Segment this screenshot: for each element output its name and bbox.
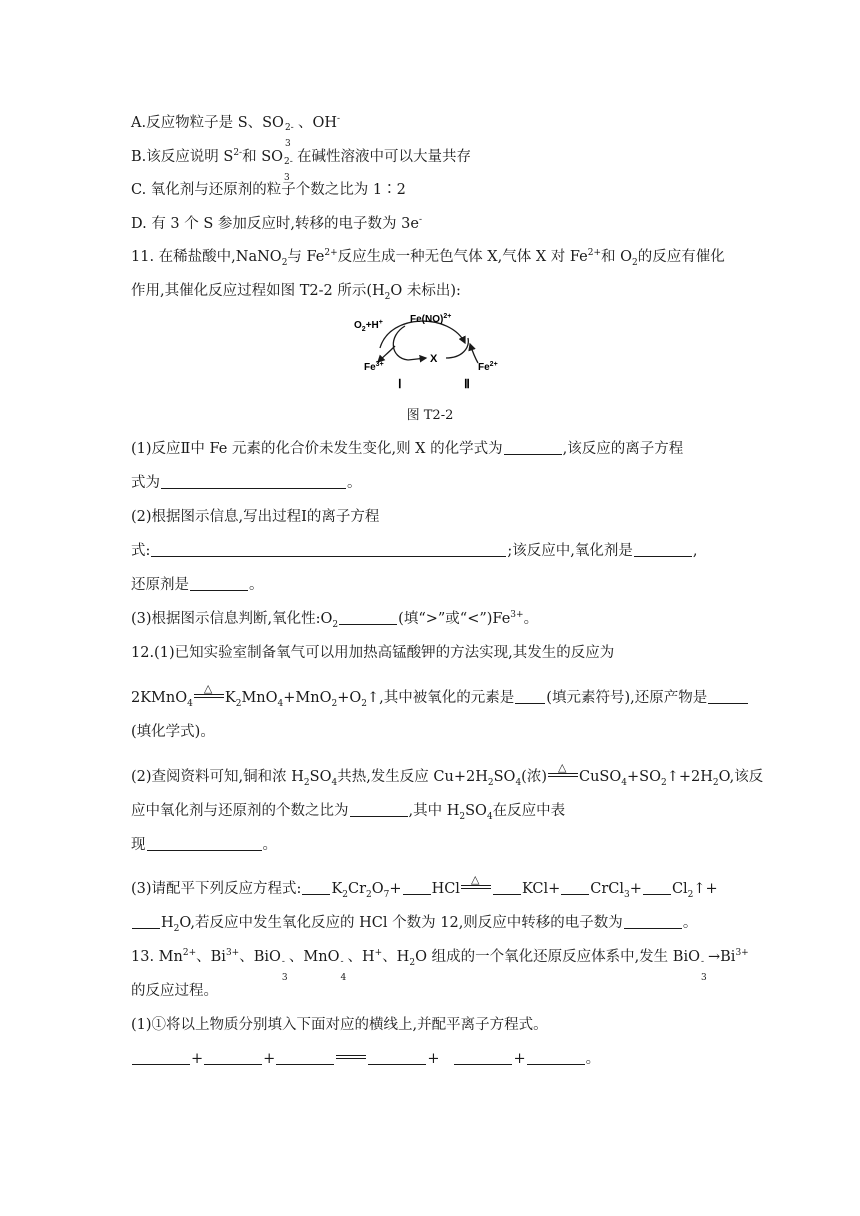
answer-blank[interactable]: [515, 689, 545, 704]
arrow-fe3: [378, 346, 395, 362]
answer-blank[interactable]: [302, 880, 330, 895]
q11-part-2-cont: 式: ;该反应中,氧化剂是 ,: [131, 543, 698, 559]
option-d: D. 有 3 个 S 参加反应时,转移的电子数为 3e-: [131, 215, 422, 232]
q12-line-1: 12.(1)已知实验室制备氧气可以用加热高锰酸钾的方法实现,其发生的反应为: [131, 645, 615, 661]
arrow-to-x: [408, 358, 426, 360]
answer-blank[interactable]: [190, 576, 248, 591]
q13-line-2: 的反应过程。: [131, 983, 218, 999]
label-process-1: Ⅰ: [398, 377, 402, 391]
q12-part-2-end: 现 。: [131, 837, 277, 853]
q12-part-3-cont: $H_2O$,若反应中发生氧化反应的 HCl 个数为 12,则反应中转移的电子数为 。: [131, 913, 697, 933]
q11-part-1: (1)反应Ⅱ中 Fe 元素的化合价未发生变化,则 X 的化学式为 ,该反应的离子方程: [131, 441, 684, 457]
equals-sign: [336, 1050, 366, 1064]
answer-blank[interactable]: [204, 1050, 262, 1065]
q13-part-1: (1)①将以上物质分别填入下面对应的横线上,并配平离子方程式。: [131, 1017, 548, 1033]
answer-blank[interactable]: [504, 440, 562, 455]
q11-line-1: 11. 在稀盐酸中,NaNO$_2$与 $Fe^{2+}$反应生成一种无色气体 X,气体 X 对 $Fe^{2+}$和 $O_2$的反应有催化: [131, 248, 725, 268]
q12-part-2: (2)查阅资料可知,铜和浓 $H_2SO_4$共热,发生反应 $Cu+2H_2SO_4$(浓) △ $CuSO_4+SO_2↑+2H_2O$,该反: [131, 761, 764, 788]
answer-blank[interactable]: [527, 1050, 585, 1065]
answer-blank[interactable]: [643, 880, 671, 895]
answer-blank[interactable]: [132, 914, 160, 929]
answer-blank[interactable]: [403, 880, 431, 895]
species-x: X: [430, 353, 438, 365]
answer-blank[interactable]: [151, 542, 506, 557]
catalytic-cycle-diagram: [350, 308, 510, 393]
answer-blank[interactable]: [339, 610, 397, 625]
answer-blank[interactable]: [276, 1050, 334, 1065]
svg-text:Fe(NO)2+: Fe(NO)$^{2+}$: [410, 313, 452, 325]
q12-part-3: (3)请配平下列反应方程式: $K_2Cr_2O_7+$ HCl △ KCl+ CrCl$_3$+ $Cl_2↑+$: [131, 873, 718, 900]
q11-part-1-cont: 式为 。: [131, 475, 362, 491]
arc-left: [393, 326, 408, 360]
svg-text:Fe3+: $Fe^{3+}$: [364, 361, 384, 373]
q12-part-2-cont: 应中氧化剂与还原剂的个数之比为 ,其中 $H_2SO_4$在反应中表: [131, 803, 566, 822]
heat-equals-sign: △: [194, 689, 224, 703]
q11-part-2-end: 还原剂是 。: [131, 577, 264, 593]
q11-part-2: (2)根据图示信息,写出过程Ⅰ的离子方程: [131, 509, 380, 525]
answer-blank[interactable]: [368, 1050, 426, 1065]
answer-blank[interactable]: [350, 802, 408, 817]
q13-line-1: 13. $Mn^{2+}$、$Bi^{3+}$、BiO - 3 、MnO - 4 、H+、$H_2O$ 组成的一个氧化还原反应体系中,发生 BiO - 3 $\to Bi^{3+}$: [131, 948, 749, 983]
option-b: B.该反应说明 $S^{2-}$和 SO 2- 3 在碱性溶液中可以大量共存: [131, 148, 472, 183]
answer-blank[interactable]: [147, 836, 262, 851]
answer-blank[interactable]: [708, 689, 748, 704]
answer-blank[interactable]: [624, 914, 682, 929]
answer-blank[interactable]: [161, 474, 346, 489]
arc-bottom: [446, 338, 468, 358]
q11-part-3: (3)根据图示信息判断,氧化性$:O_2$ (填“>”或“$<”)Fe^{3+}$。: [131, 610, 539, 630]
q12-line-2: 2KMnO$_4$ △ $K_2MnO_4+MnO_2+O_2↑$,其中被氧化的元素是 (填元素符号),还原产物是: [131, 688, 749, 708]
option-c: C. 氧化剂与还原剂的粒子个数之比为 1∶2: [131, 182, 406, 198]
svg-text:Fe2+: $Fe^{2+}$: [478, 361, 498, 373]
heat-equals-sign: △: [461, 880, 491, 894]
option-a: A.反应物粒子是 S、SO 2- 3 、OH-: [131, 114, 341, 149]
answer-blank[interactable]: [493, 880, 521, 895]
answer-blank[interactable]: [634, 542, 692, 557]
label-process-2: Ⅱ: [464, 377, 470, 391]
q13-equation-blanks: + + + + 。: [131, 1049, 600, 1069]
answer-blank[interactable]: [454, 1050, 512, 1065]
answer-blank[interactable]: [132, 1050, 190, 1065]
heat-equals-sign: △: [548, 768, 578, 782]
figure-caption: 图 T2-2: [406, 408, 454, 423]
svg-text:O2+H+: $O_2+H^+$: [354, 319, 383, 333]
q11-line-2: 作用,其催化反应过程如图 T2-2 所示($H_2O$ 未标出):: [131, 283, 461, 302]
q12-line-3: (填化学式)。: [131, 724, 215, 740]
answer-blank[interactable]: [561, 880, 589, 895]
arrow-fe2: [470, 344, 478, 363]
